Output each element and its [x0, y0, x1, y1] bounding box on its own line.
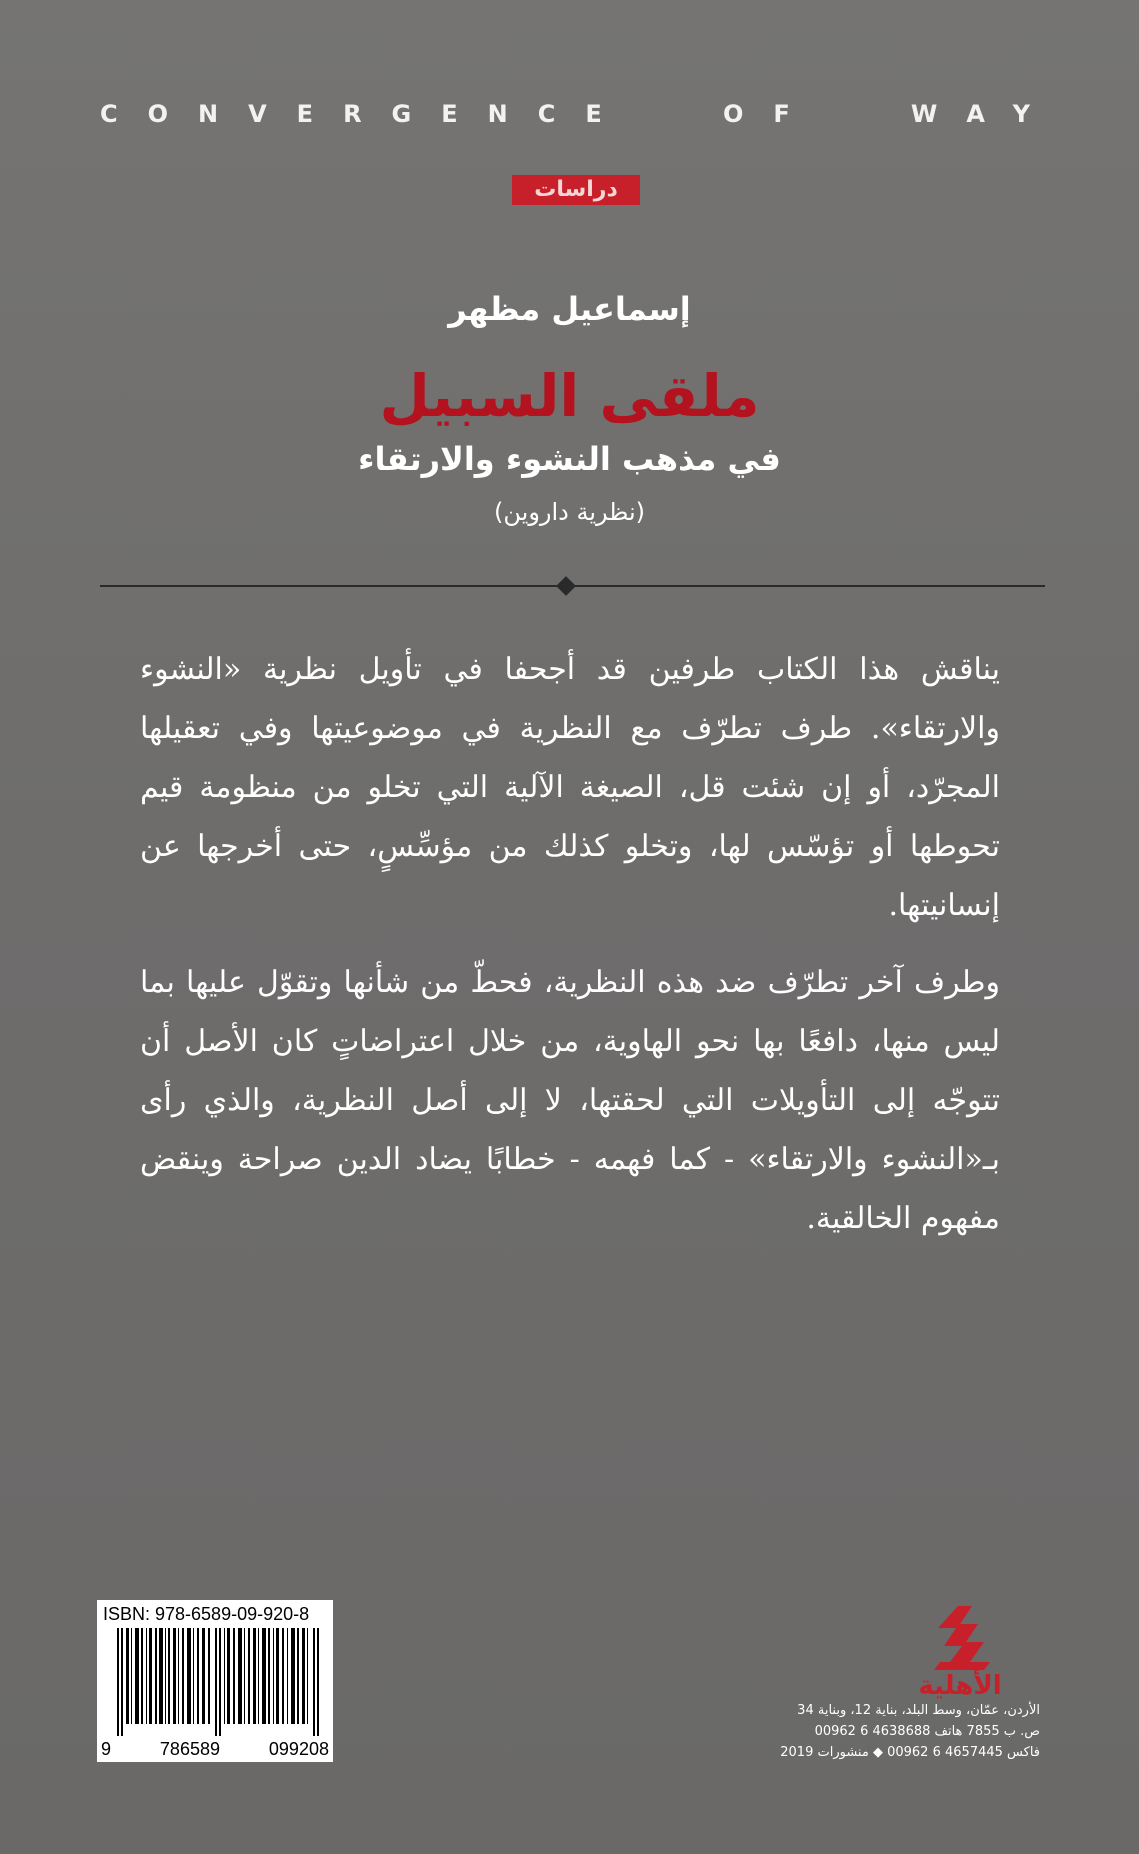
publisher-logo-icon [900, 1602, 1020, 1702]
publisher-logo-text: الأهلية [918, 1671, 1002, 1701]
barcode-digit-group: 9 [101, 1739, 112, 1759]
isbn-barcode [97, 1600, 333, 1762]
barcode-digits [101, 1739, 329, 1760]
series-name [100, 100, 1060, 128]
barcode-bars-icon [117, 1628, 321, 1736]
book-parenthetical: (نظرية داروين) [494, 498, 645, 526]
book-title: ملقى السبيل [379, 362, 760, 430]
barcode-digit-group: 099208 [268, 1739, 329, 1759]
publisher-address: الأردن، عمّان، وسط البلد، بناية 12، وبناية 34 [797, 1703, 1040, 1718]
series-word-3: WAY [910, 100, 1060, 128]
barcode-digit-group: 786589 [159, 1739, 220, 1759]
blurb-paragraph-1: يناقش هذا الكتاب طرفين قد أجحفا في تأويل نظرية «النشوء والارتقاء». طرف تطرّف مع النظرية في موضوعيتها وفي تعقيلها المجرّد، أو إن شئت قل، الصيغة الآلية التي تخلو من منظومة قيم تحوطها أو تؤسّس لها، وتخلو كذلك من مؤسِّسٍ، حتى أخرجها عن إنسانيتها. [140, 652, 1000, 923]
blurb-text [140, 640, 1000, 1266]
isbn-number: ISBN: 978-6589-09-920-8 [103, 1604, 310, 1624]
book-subtitle: في مذهب النشوء والارتقاء [358, 440, 781, 478]
author-name: إسماعيل مظهر [448, 290, 691, 328]
publisher-contact [740, 1700, 1040, 1763]
series-word-2: OF [722, 100, 820, 128]
blurb-paragraph-2: وطرف آخر تطرّف ضد هذه النظرية، فحطّ من شأنها وتقوّل عليها بما ليس منها، دافعًا بها نحو الهاوية، من خلال اعتراضاتٍ كان الأصل أن تتوجّه إلى التأويلات التي لحقتها، لا إلى أصل النظرية، والذي رأى بـ«النشوء والارتقاء» - كما فهمه - خطابًا يضاد الدين صراحة وينقض مفهوم الخالقية. [140, 965, 1000, 1236]
publisher-phone: ص. ب 7855 هاتف 4638688 6 00962 [814, 1724, 1040, 1739]
series-word-1: CONVERGENCE [100, 100, 632, 128]
publisher-fax-year: فاكس 4657445 6 00962 ◆ منشورات 2019 [780, 1745, 1040, 1760]
series-category-badge: دراسات [512, 175, 640, 205]
divider-diamond-ornament [556, 576, 576, 596]
